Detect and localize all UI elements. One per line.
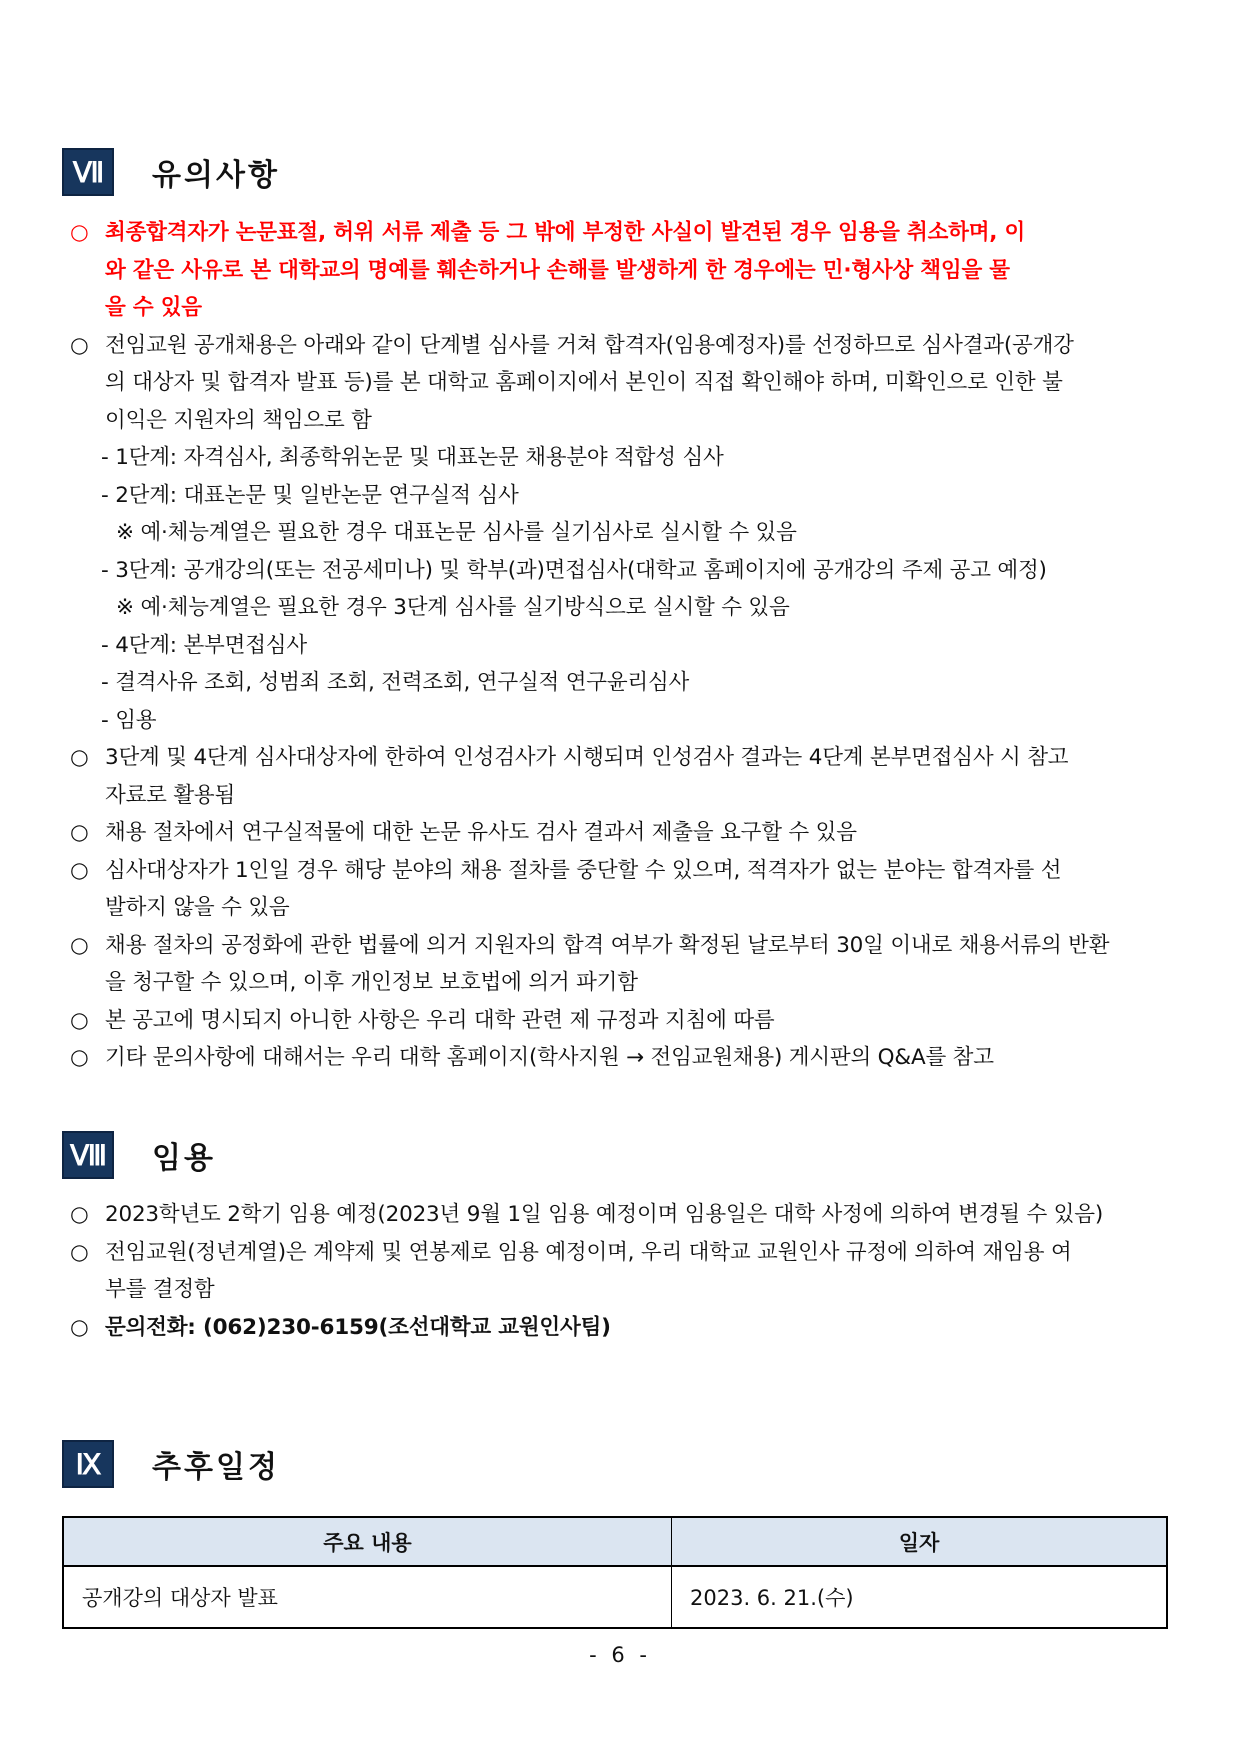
section-header-schedule <box>62 1440 280 1488</box>
column-header-date: 일자 <box>672 1517 1168 1566</box>
list-item-continuation: 부를 결정함 <box>105 1277 215 1302</box>
list-item: ○ 3단계 및 4단계 심사대상자에 한하여 인성검사가 시행되며 인성검사 결과는 4단계 본부면접심사 시 참고 <box>70 739 1180 777</box>
bullet-circle: ○ <box>70 1045 89 1070</box>
table-header-row <box>63 1517 1167 1566</box>
sub-item: - 4단계: 본부면접심사 <box>101 632 307 658</box>
list-item: ○ 심사대상자가 1인일 경우 해당 분야의 채용 절차를 중단할 수 있으며, 적격자가 없는 분야는 합격자를 선 <box>70 852 1180 890</box>
bullet-circle: ○ <box>70 1007 89 1033</box>
bullet-circle: ○ <box>70 857 89 883</box>
sub-item: - 3단계: 공개강의(또는 전공세미나) 및 학부(과)면접심사(대학교 홈페이지에 공개강의 주제 공고 예정) <box>101 557 1047 583</box>
list-item-continuation: 발하지 않을 수 있음 <box>105 895 290 920</box>
list-item-continuation: 의 대상자 및 합격자 발표 등)를 본 대학교 홈페이지에서 본인이 직접 확인해야 하며, 미확인으로 인한 불 <box>105 370 1063 395</box>
list-item-continuation: 자료로 활용됨 <box>105 782 236 808</box>
list-item: ○ 2023학년도 2학기 임용 예정(2023년 9월 1일 임용 예정이며 임용일은 대학 사정에 의하여 변경될 수 있음) <box>70 1196 1180 1234</box>
table-cell-date: 2023. 6. 21.(수) <box>672 1566 1168 1628</box>
list-item-continuation: 을 수 있음 <box>105 295 202 320</box>
bullet-circle: ○ <box>70 745 89 770</box>
section-header-notes <box>62 148 280 196</box>
list-item-continuation: 이익은 지원자의 책임으로 함 <box>105 407 372 433</box>
bullet-circle: ○ <box>70 1239 89 1265</box>
list-item: ○ 전임교원(정년계열)은 계약제 및 연봉제로 임용 예정이며, 우리 대학교 교원인사 규정에 의하여 재임용 여 <box>70 1234 1180 1272</box>
list-item: ○ 채용 절차에서 연구실적물에 대한 논문 유사도 검사 결과서 제출을 요구할 수 있음 <box>70 814 1180 852</box>
sub-item: - 1단계: 자격심사, 최종학위논문 및 대표논문 채용분야 적합성 심사 <box>101 445 724 470</box>
section-title: 임용 <box>152 1141 216 1176</box>
list-item-continuation: 와 같은 사유로 본 대학교의 명예를 훼손하거나 손해를 발생하게 한 경우에는 민·형사상 책임을 물 <box>105 257 1010 283</box>
sub-item: - 임용 <box>101 707 157 733</box>
table-row <box>63 1566 1167 1628</box>
notes-list <box>70 214 1180 1077</box>
bullet-circle: ○ <box>70 820 89 845</box>
bullet-circle: ○ <box>70 220 89 245</box>
list-item: ○ 최종합격자가 논문표절, 허위 서류 제출 등 그 밖에 부정한 사실이 발견된 경우 임용을 취소하며, 이 <box>70 214 1180 252</box>
note-item: ※ 예·체능계열은 필요한 경우 3단계 심사를 실기방식으로 실시할 수 있음 <box>116 595 790 620</box>
list-item: ○ 본 공고에 명시되지 아니한 사항은 우리 대학 관련 제 규정과 지침에 따름 <box>70 1002 1180 1040</box>
section-header-appointment <box>62 1131 216 1179</box>
sub-item: - 2단계: 대표논문 및 일반논문 연구실적 심사 <box>101 482 519 508</box>
section-number-badge: Ⅶ <box>62 148 114 196</box>
section-number-badge: Ⅸ <box>62 1440 114 1488</box>
list-item-continuation: 을 청구할 수 있으며, 이후 개인정보 보호법에 의거 파기함 <box>105 970 638 995</box>
column-header-content: 주요 내용 <box>63 1517 672 1566</box>
schedule-table <box>62 1516 1168 1629</box>
bullet-circle: ○ <box>70 932 89 958</box>
section-title: 추후일정 <box>152 1450 280 1485</box>
section-title: 유의사항 <box>152 158 280 193</box>
page-number: - 6 - <box>589 1643 651 1667</box>
appointment-list <box>70 1196 1180 1346</box>
list-item: ○ 기타 문의사항에 대해서는 우리 대학 홈페이지(학사지원 → 전임교원채용) 게시판의 Q&A를 참고 <box>70 1039 1180 1077</box>
contact-phone: ○ 문의전화: (062)230-6159(조선대학교 교원인사팀) <box>70 1309 1180 1347</box>
bullet-circle: ○ <box>70 1202 89 1227</box>
table-cell-content: 공개강의 대상자 발표 <box>63 1566 672 1628</box>
bullet-circle: ○ <box>70 332 89 358</box>
bullet-circle: ○ <box>70 1314 89 1340</box>
sub-item: - 결격사유 조회, 성범죄 조회, 전력조회, 연구실적 연구윤리심사 <box>101 670 690 695</box>
section-number-badge: Ⅷ <box>62 1131 114 1179</box>
list-item: ○ 전임교원 공개채용은 아래와 같이 단계별 심사를 거쳐 합격자(임용예정자)를 선정하므로 심사결과(공개강 <box>70 327 1180 365</box>
list-item: ○ 채용 절차의 공정화에 관한 법률에 의거 지원자의 합격 여부가 확정된 날로부터 30일 이내로 채용서류의 반환 <box>70 927 1180 965</box>
note-item: ※ 예·체능계열은 필요한 경우 대표논문 심사를 실기심사로 실시할 수 있음 <box>116 520 797 545</box>
